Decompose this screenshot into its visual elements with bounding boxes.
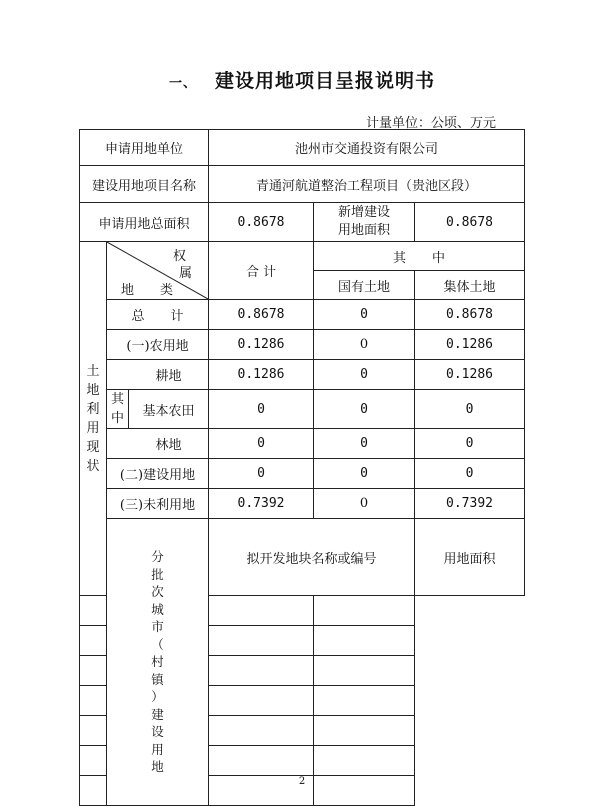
title-number: 一、 <box>168 76 197 91</box>
header-total: 合 计 <box>209 242 314 300</box>
land-use-row-construction <box>80 459 525 489</box>
qizhong-subtable <box>107 434 208 453</box>
qizhong-spacer <box>107 434 129 453</box>
land-use-side-label <box>80 242 107 596</box>
header-state-land: 国有土地 <box>314 271 415 300</box>
batch-side-char: 建 <box>151 706 164 722</box>
project-row <box>80 166 525 203</box>
batch-cell <box>314 656 415 686</box>
batch-cell <box>209 746 314 776</box>
row-collective: 0 <box>415 459 525 489</box>
page-number: 2 <box>298 776 306 787</box>
qizhong-char: 中 <box>110 411 124 426</box>
batch-cell <box>314 716 415 746</box>
batch-cell <box>209 626 314 656</box>
land-use-row-agricultural <box>80 330 525 360</box>
batch-side-char: 市 <box>151 619 164 635</box>
batch-side-char: 批 <box>151 566 164 582</box>
new-area-label <box>314 203 415 242</box>
side-char: 利 <box>86 401 100 417</box>
title-text: 建设用地项目呈报说明书 <box>215 70 436 92</box>
new-area-value: 0.8678 <box>415 203 525 242</box>
total-area-row <box>80 203 525 242</box>
total-area-label: 申请用地总面积 <box>80 203 209 242</box>
document-title <box>0 66 604 93</box>
project-value: 青通河航道整治工程项目（贵池区段） <box>209 166 525 203</box>
batch-cell <box>209 596 314 626</box>
row-state: 0 <box>314 489 415 519</box>
batch-cell <box>80 626 209 656</box>
batch-cell <box>314 746 415 776</box>
new-area-label-line2: 用地面积 <box>338 223 391 238</box>
header-qizhong: 其 中 <box>314 242 525 271</box>
side-char: 用 <box>86 420 100 436</box>
cultivated-cell <box>107 360 209 390</box>
batch-cell <box>80 686 209 716</box>
batch-side-char: 分 <box>151 549 164 565</box>
batch-cell <box>314 626 415 656</box>
row-state: 0 <box>314 330 415 360</box>
header-collective-land: 集体土地 <box>415 271 525 300</box>
row-total: 0 <box>209 390 314 429</box>
batch-row <box>80 626 525 656</box>
applicant-label: 申请用地单位 <box>80 130 209 166</box>
row-state: 0 <box>314 459 415 489</box>
row-total: 0.8678 <box>209 300 314 330</box>
row-total: 0.1286 <box>209 360 314 390</box>
batch-side-char: 设 <box>151 724 164 740</box>
qizhong-spacer <box>107 365 129 384</box>
row-collective: 0.1286 <box>415 360 525 390</box>
batch-cell <box>80 596 209 626</box>
row-state: 0 <box>314 390 415 429</box>
batch-row <box>80 656 525 686</box>
land-use-row-basic-farmland <box>80 390 525 429</box>
header-dilei <box>121 279 173 298</box>
batch-side-char: 村 <box>151 654 164 670</box>
batch-cell <box>209 716 314 746</box>
batch-cell <box>80 746 209 776</box>
report-table <box>79 129 525 806</box>
row-total: 0.7392 <box>209 489 314 519</box>
side-char: 土 <box>86 363 100 379</box>
row-collective: 0 <box>415 390 525 429</box>
forest-cell <box>107 429 209 459</box>
unit-note: 计量单位：公顷、万元 <box>365 116 496 131</box>
header-di: 地 <box>121 283 135 298</box>
row-state: 0 <box>314 360 415 390</box>
row-label: 耕地 <box>155 369 182 384</box>
row-label: 总 计 <box>107 300 209 330</box>
batch-row <box>80 596 525 626</box>
batch-side-char: 城 <box>151 601 164 617</box>
batch-side-char: （ <box>151 636 164 652</box>
row-collective: 0.8678 <box>415 300 525 330</box>
batch-side-char: 镇 <box>151 671 164 687</box>
row-label: 基本农田 <box>142 403 195 419</box>
batch-header-area: 用地面积 <box>415 519 525 596</box>
qizhong-label <box>107 390 129 428</box>
batch-row <box>80 716 525 746</box>
batch-side-char: ） <box>151 689 164 705</box>
land-use-row-unused <box>80 489 525 519</box>
row-collective: 0.7392 <box>415 489 525 519</box>
row-total: 0 <box>209 429 314 459</box>
new-area-label-line1: 新增建设 <box>338 205 391 220</box>
row-collective: 0.1286 <box>415 330 525 360</box>
basic-farmland-cell <box>107 390 209 429</box>
batch-side-char: 地 <box>151 759 164 775</box>
batch-header-parcel: 拟开发地块名称或编号 <box>209 519 415 596</box>
project-label: 建设用地项目名称 <box>80 166 209 203</box>
total-area-value: 0.8678 <box>209 203 314 242</box>
applicant-value: 池州市交通投资有限公司 <box>209 130 525 166</box>
land-use-header-row-1 <box>80 242 525 271</box>
land-use-row-total <box>80 300 525 330</box>
header-quan: 权 <box>173 249 187 264</box>
applicant-row <box>80 130 525 166</box>
header-shu: 属 <box>179 266 193 281</box>
land-use-row-forest <box>80 429 525 459</box>
batch-row <box>80 686 525 716</box>
batch-cell <box>209 656 314 686</box>
batch-header-row <box>80 519 525 596</box>
qizhong-subtable <box>107 390 208 428</box>
row-label: (一)农用地 <box>107 330 209 360</box>
batch-cell <box>314 596 415 626</box>
qizhong-subtable <box>107 365 208 384</box>
batch-row <box>80 746 525 776</box>
row-label: (二)建设用地 <box>107 459 209 489</box>
row-label: (三)未利用地 <box>107 489 209 519</box>
batch-side-char: 次 <box>151 584 164 600</box>
header-lei: 类 <box>160 283 174 298</box>
diagonal-header-cell <box>107 242 209 300</box>
row-state: 0 <box>314 300 415 330</box>
row-total: 0.1286 <box>209 330 314 360</box>
batch-side-char: 用 <box>151 741 164 757</box>
batch-cell <box>80 716 209 746</box>
side-char: 状 <box>86 458 100 474</box>
row-collective: 0 <box>415 429 525 459</box>
batch-cell <box>80 656 209 686</box>
batch-cell <box>209 686 314 716</box>
row-total: 0 <box>209 459 314 489</box>
qizhong-char: 其 <box>110 392 124 407</box>
land-use-row-cultivated <box>80 360 525 390</box>
row-state: 0 <box>314 429 415 459</box>
side-char: 地 <box>86 382 100 398</box>
row-label: 林地 <box>155 438 182 453</box>
batch-cell <box>314 686 415 716</box>
side-char: 现 <box>86 439 100 455</box>
